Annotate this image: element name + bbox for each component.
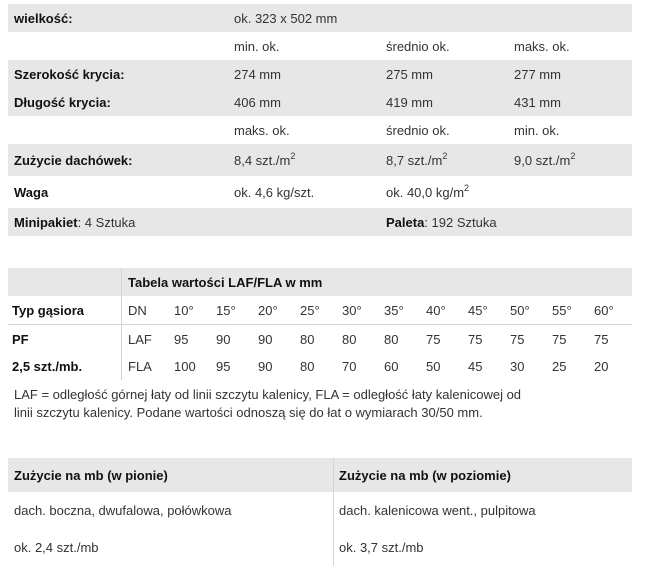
size-value: ok. 323 x 502 mm: [234, 11, 338, 26]
laf-values-row: [8, 325, 632, 353]
header2-min: min. ok.: [514, 123, 560, 138]
size-label: wielkość:: [14, 11, 73, 26]
cover-width-label: Szerokość krycia:: [14, 67, 125, 82]
laf-note-line-1: LAF = odległość górnej łaty od linii szczytu kalenicy, FLA = odległość łaty kalenicowej od: [14, 387, 522, 402]
mb-vertical-value: ok. 2,4 szt./mb: [14, 540, 99, 555]
laf-value: 90: [216, 332, 231, 347]
cover-length-label: Długość krycia:: [14, 95, 111, 110]
laf-value: 75: [468, 332, 483, 347]
usage-min: [234, 150, 296, 168]
fla-values-row: [8, 352, 632, 380]
angle-cell: 15°: [216, 303, 236, 318]
laf-value: 75: [510, 332, 525, 347]
usage-label: Zużycie dachówek:: [14, 153, 133, 168]
mb-desc-row: [8, 492, 632, 528]
mb-horizontal-value: ok. 3,7 szt./mb: [339, 540, 424, 555]
laf-note-line-2: linii szczytu kalenicy. Podane wartości odnoszą się do łat o wymiarach 30/50 mm.: [14, 405, 483, 420]
angle-cell: 45°: [468, 303, 488, 318]
angle-cell: 50°: [510, 303, 530, 318]
fla-value: 90: [258, 359, 273, 374]
fla-value: 45: [468, 359, 483, 374]
angle-cell: 10°: [174, 303, 194, 318]
mb-vertical-header: Zużycie na mb (w pionie): [14, 468, 168, 483]
usage-max-value: 9,0 szt./m: [514, 153, 571, 168]
angle-cell: 30°: [342, 303, 362, 318]
laf-label: LAF: [128, 332, 152, 347]
laf-value: 75: [426, 332, 441, 347]
pallet: [386, 216, 497, 229]
laf-value: 75: [552, 332, 567, 347]
usage-max: [514, 150, 576, 168]
weight-per-m2-exp: 2: [464, 182, 470, 193]
cover-width-max: 277 mm: [514, 67, 561, 82]
usage-avg: [386, 150, 448, 168]
usage-min-value: 8,4 szt./m: [234, 153, 291, 168]
header-max: maks. ok.: [514, 39, 570, 54]
fla-value: 80: [300, 359, 315, 374]
minipack-value: : 4 Sztuka: [77, 215, 136, 230]
cover-width-avg: 275 mm: [386, 67, 433, 82]
usage-avg-value: 8,7 szt./m: [386, 153, 443, 168]
mb-vertical-desc: dach. boczna, dwufalowa, połówkowa: [14, 503, 232, 518]
fla-value: 30: [510, 359, 525, 374]
laf-angle-row: [8, 296, 632, 324]
laf-title: Tabela wartości LAF/FLA w mm: [128, 275, 323, 290]
angle-cell: 20°: [258, 303, 278, 318]
fla-value: 95: [216, 359, 231, 374]
angle-cell: 25°: [300, 303, 320, 318]
spec-row-header-2: [8, 116, 632, 144]
type-label: Typ gąsiora: [12, 303, 85, 318]
minipack: [14, 216, 135, 229]
spec-row-header-1: [8, 32, 632, 60]
mb-horizontal-header: Zużycie na mb (w poziomie): [339, 468, 511, 483]
fla-label: FLA: [128, 359, 152, 374]
weight-label: Waga: [14, 185, 49, 200]
pallet-value: : 192 Sztuka: [424, 215, 497, 230]
header-avg: średnio ok.: [386, 39, 450, 54]
laf-value: 75: [594, 332, 609, 347]
cover-width-min: 274 mm: [234, 67, 281, 82]
spec-row-weight: [8, 176, 632, 208]
fla-value: 25: [552, 359, 567, 374]
fla-value: 20: [594, 359, 609, 374]
laf-title-row: [8, 268, 632, 296]
spec-row-cover: [8, 60, 632, 116]
spec-row-size: [8, 4, 632, 32]
pf-label: PF: [12, 332, 29, 347]
fla-value: 60: [384, 359, 399, 374]
laf-value: 80: [384, 332, 399, 347]
mb-header-row: [8, 458, 632, 492]
pallet-label: Paleta: [386, 215, 425, 230]
mb-value-row: [8, 528, 632, 566]
weight-per-piece: ok. 4,6 kg/szt.: [234, 185, 315, 200]
weight-per-m2-value: ok. 40,0 kg/m: [386, 185, 465, 200]
fla-value: 50: [426, 359, 441, 374]
angle-cell: 40°: [426, 303, 446, 318]
fla-value: 100: [174, 359, 196, 374]
spec-row-usage: [8, 144, 632, 176]
cover-length-max: 431 mm: [514, 95, 561, 110]
cover-length-avg: 419 mm: [386, 95, 433, 110]
header-min: min. ok.: [234, 39, 280, 54]
usage-min-exp: 2: [290, 150, 296, 161]
dn-label: DN: [128, 303, 147, 318]
laf-value: 90: [258, 332, 273, 347]
usage-avg-exp: 2: [442, 150, 448, 161]
spec-row-pack: [8, 208, 632, 236]
header2-max: maks. ok.: [234, 123, 290, 138]
laf-value: 80: [300, 332, 315, 347]
mb-horizontal-desc: dach. kalenicowa went., pulpitowa: [339, 503, 536, 518]
angle-cell: 35°: [384, 303, 404, 318]
laf-note: [14, 386, 614, 422]
minipack-label: Minipakiet: [14, 215, 78, 230]
laf-value: 80: [342, 332, 357, 347]
angle-cell: 55°: [552, 303, 572, 318]
angle-cell: 60°: [594, 303, 614, 318]
header2-avg: średnio ok.: [386, 123, 450, 138]
fla-value: 70: [342, 359, 357, 374]
laf-value: 95: [174, 332, 189, 347]
usage-max-exp: 2: [570, 150, 576, 161]
mb-label: 2,5 szt./mb.: [12, 359, 83, 374]
cover-length-min: 406 mm: [234, 95, 281, 110]
weight-per-m2: [386, 182, 470, 200]
